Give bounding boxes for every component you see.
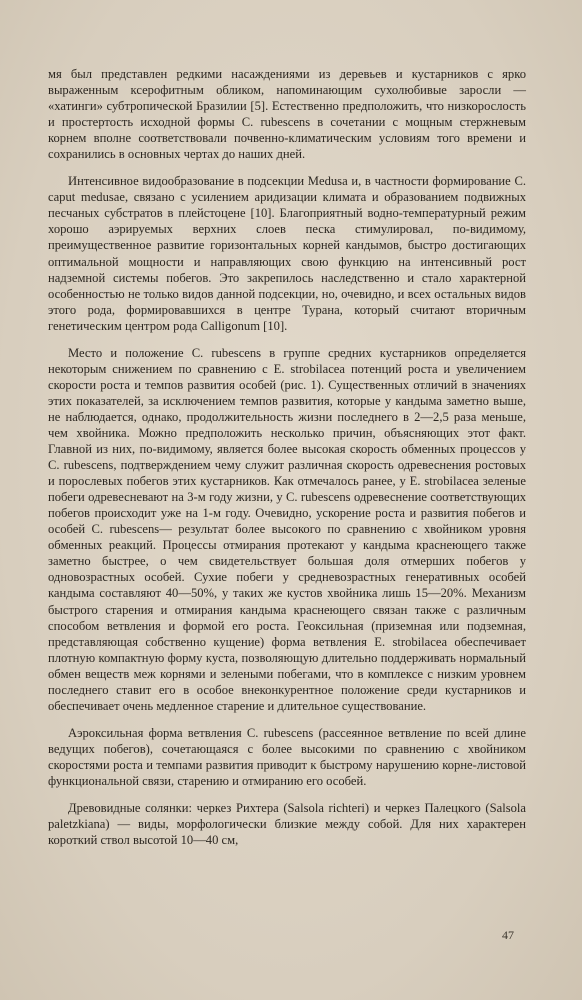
paragraph-2: Интенсивное видообразование в подсекции Medusa и, в частности формирование C. caput medusae, связано с усилением аридизации климата и образованием подвижных песчаных субстратов в плейстоцене [10]. Благоприятный водно-температурный режим хорошо аэрируемых верхних слоев песка стимулировал, по-видимому, преимущественное развитие горизонтальных корней кандымов, быстро достигающих оптимальной мощности и направляющих свою функцию на интенсивный рост надземной системы побегов. Это закрепилось наследственно и стало характерной особенностью не только видов данной подсекции, но, очевидно, и всех остальных видов этого рода, формировавшихся в центре Турана, который считают вторичным генетическим центром рода Calligonum [10]. xyxy=(48,174,526,333)
paragraph-4: Аэроксильная форма ветвления C. rubescens (рассеянное ветвление по всей длине ведущих побегов), сочетающаяся с более высокими по сравнению с хвойником скоростями роста и темпами развития приводит к быстрому нарушению корне-листовой функциональной связи, старению и отмиранию его особей. xyxy=(48,725,526,788)
body-text xyxy=(48,66,526,859)
paragraph-5: Древовидные солянки: черкез Рихтера (Salsola richteri) и черкез Палецкого (Salsola paletzkiana) — виды, морфологически близкие между собой. Для них характерен короткий ствол высотой 10—40 см, xyxy=(48,801,526,848)
paragraph-1: мя был представлен редкими насаждениями из деревьев и кустарников с ярко выраженным ксерофитным обликом, напоминающим сухолюбивые заросли — «хатинги» субтропической Бразилии [5]. Естественно предположить, что низкорослость и простертость исходной формы C. rubescens в сочетании с мощным стержневым корнем вполне соответствовали почвенно-климатическим условиям того времени и сохранились в основных чертах до наших дней. xyxy=(48,67,526,162)
page-number: 47 xyxy=(502,928,514,942)
paragraph-3: Место и положение C. rubescens в группе средних кустарников определяется некоторым снижением по сравнению с E. strobilacea потенций роста и увеличением скорости роста и темпов развития особей (рис. 1). Существенных отличий в значениях этих показателей, за исключением темпов развития, которые у кандыма заметно выше, не наблюдается, однако, продолжительность жизни последнего в 2—2,5 раза меньше, чем хвойника. Можно предположить несколько причин, объясняющих этот факт. Главной из них, по-видимому, является более высокая скорость обменных процессов у C. rubescens, подтверждением чему служит различная скорость одревеснения ростовых и порослевых побегов этих кустарников. Как отмечалось ранее, у E. strobilacea зеленые побеги одревесневают на 3-м году жизни, у C. rubescens одревеснение соответствующих побегов происходит уже на 1-м году. Очевидно, ускорение роста и развития побегов и особей C. rubescens— результат более высокого по сравнению с хвойником уровня обменных реакций. Процессы отмирания протекают у кандыма краснеющего также заметно быстрее, о чем свидетельствует большая доля отмерших побегов у одновозрастных особей. Сухие побеги у средневозрастных генеративных особей кандыма составляют 40—50%, у таких же кустов хвойника лишь 15—20%. Механизм быстрого старения и отмирания кандыма краснеющего связан также с различным способом ветвления и формой его роста. Геоксильная (приземная или подземная, представляющая собственно кущение) форма ветвления E. strobilacea обеспечивает плотную компактную форму куста, позволяющую длительно поддерживать нормальный обмен веществ меж корнями и зелеными побегами, что в комплексе с низким уровнем последнего ставит его в особое внеконкурентное положение среди кустарников и обеспечивает очень медленное старение и длительное существование. xyxy=(48,345,526,713)
